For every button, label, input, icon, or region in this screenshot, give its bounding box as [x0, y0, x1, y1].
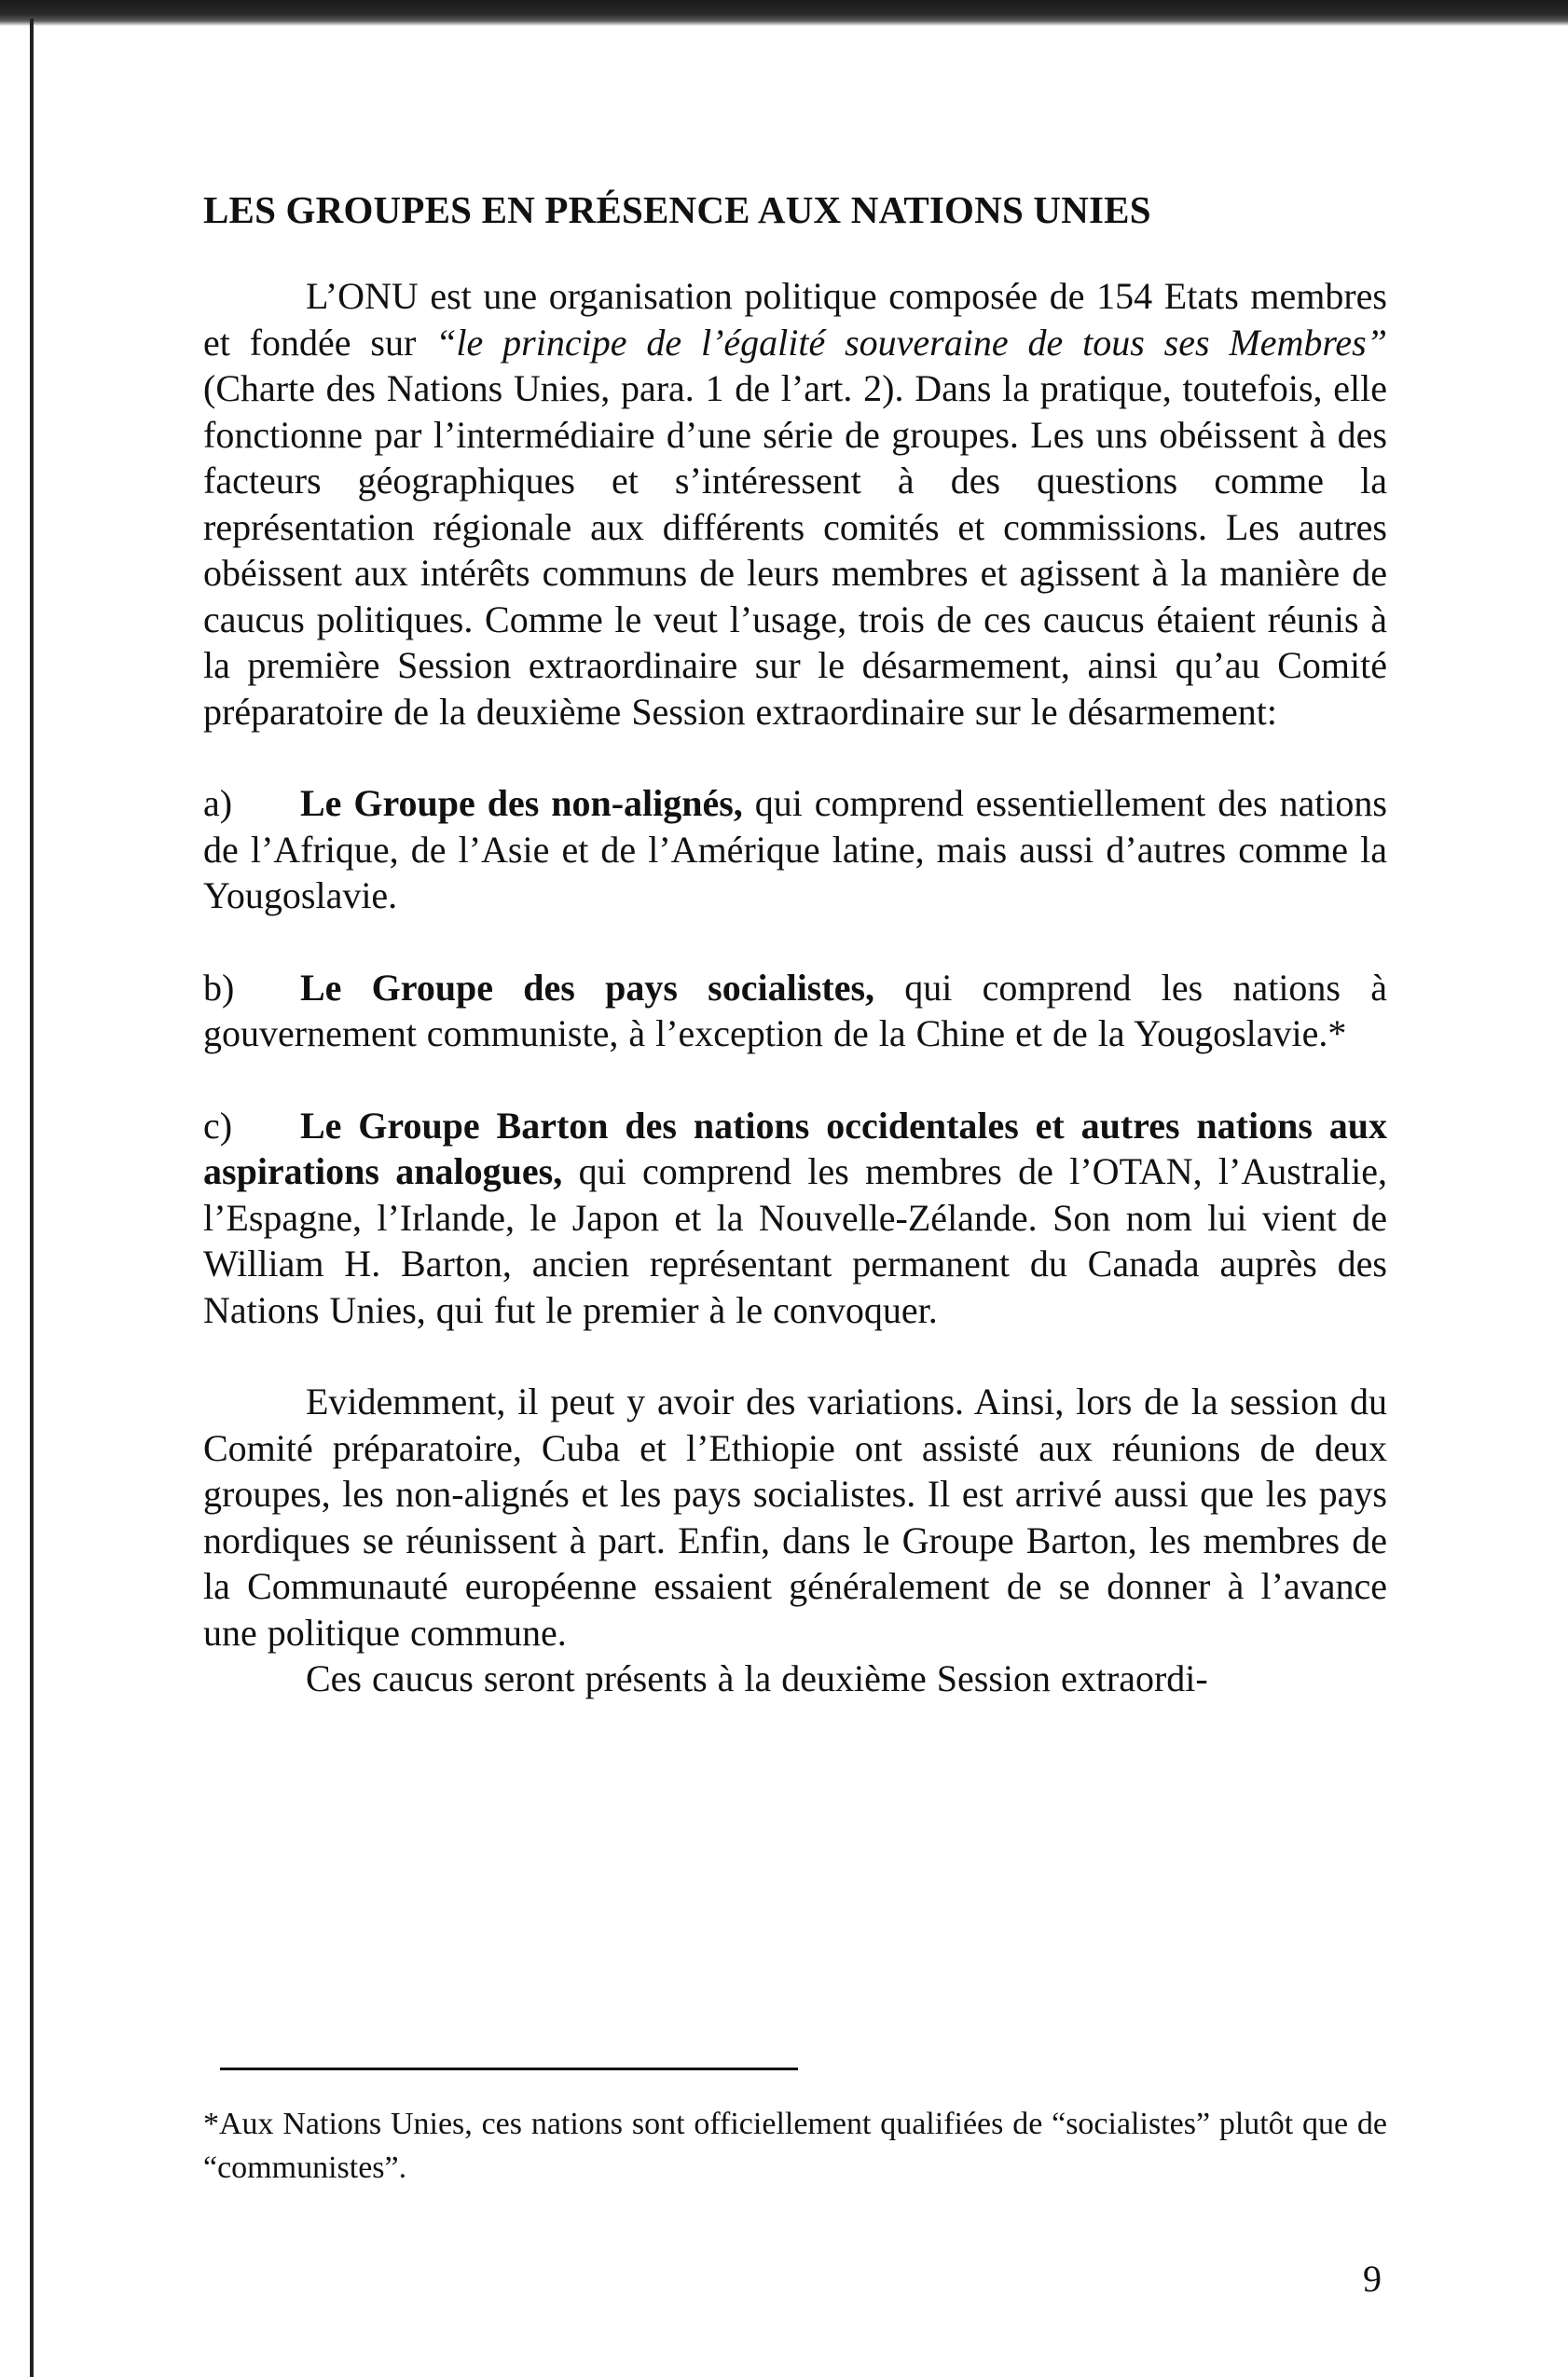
- page-title: LES GROUPES EN PRÉSENCE AUX NATIONS UNIES: [203, 188, 1151, 231]
- group-item-label: b): [203, 966, 235, 1009]
- page-body: [203, 182, 1387, 1702]
- group-item-text: qui comprend les membres de l’OTAN, l’Australie, l’Espagne, l’Irlande, le Japon et la Nouvelle-Zélande. Son nom lui vient de William H. Barton, ancien représentant permanent du Canada auprès des Nations Unies, qui fut le premier à le convoquer.: [203, 1150, 1387, 1331]
- scan-left-edge: [30, 19, 34, 2377]
- intro-text-part1: L’ONU est une organisation politique composée de 154 Etats membres et fondée sur: [203, 275, 1387, 364]
- intro-paragraph: [203, 273, 1387, 735]
- group-item-label: a): [203, 782, 233, 824]
- group-item-text: qui comprend les nations à gouvernement communiste, à l’exception de la Chine et de la Yougoslavie.*: [203, 966, 1387, 1054]
- group-item-name: Le Groupe des non-alignés,: [300, 782, 743, 824]
- footnote: *Aux Nations Unies, ces nations sont officiellement qualifiées de “socialistes” plutôt que de “communistes”.: [203, 2107, 1387, 2185]
- group-item-name: Le Groupe des pays socialistes,: [300, 966, 875, 1009]
- group-item-text: qui comprend essentiellement des nations de l’Afrique, de l’Asie et de l’Amérique latine, mais aussi d’autres comme la Yougoslavie.: [203, 782, 1387, 916]
- group-item-label: c): [203, 1104, 233, 1147]
- variations-paragraph: Evidemment, il peut y avoir des variations. Ainsi, lors de la session du Comité préparatoire, Cuba et l’Ethiopie ont assisté aux réunions de deux groupes, les non-alignés et les pays socialistes. Il est arrivé aussi que les pays nordiques se réunissent à part. Enfin, dans le Groupe Barton, les membres de la Communauté européenne essaient généralement de se donner à l’avance une politique commune.: [203, 1381, 1387, 1654]
- intro-text-part2: (Charte des Nations Unies, para. 1 de l’art. 2). Dans la pratique, toutefois, elle fonctionne par l’intermédiaire d’une série de groupes. Les uns obéissent à des facteurs géographiques et s’intéressent à des questions comme la représentation régionale aux différents comités et commissions. Les autres obéissent aux intérêts communs de leurs membres et agissent à la manière de caucus politiques. Comme le veut l’usage, trois de ces caucus étaient réunis à la première Session extraordinaire sur le désarmement, ainsi qu’au Comité préparatoire de la deuxième Session extraordinaire sur le désarmement:: [203, 367, 1387, 733]
- group-item-a: [203, 780, 1387, 919]
- page-number: 9: [1363, 2258, 1382, 2300]
- group-item-b: [203, 965, 1387, 1057]
- group-item-c: [203, 1103, 1387, 1334]
- footnote-divider: [220, 2068, 798, 2070]
- group-item-name: Le Groupe Barton des nations occidentales et autres nations aux aspirations analogues,: [203, 1104, 1387, 1192]
- intro-quote: “le principe de l’égalité souveraine de tous ses Membres”: [435, 321, 1387, 364]
- closing-paragraph: Ces caucus seront présents à la deuxième Session extraordi-: [306, 1657, 1208, 1699]
- scan-top-edge: [0, 0, 1568, 26]
